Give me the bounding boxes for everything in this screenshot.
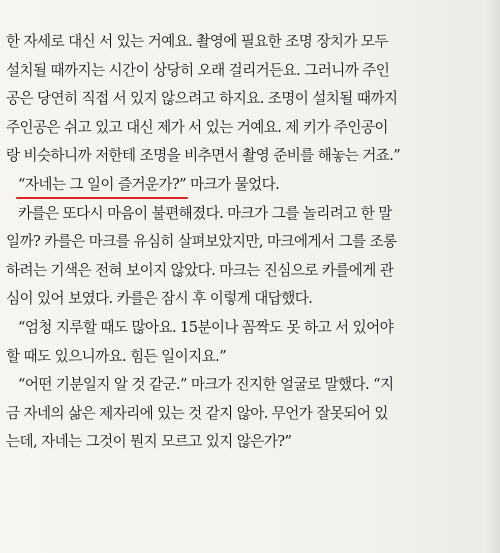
quote-attribution: 마크가 물었다. xyxy=(186,175,280,193)
text-line-with-underline xyxy=(6,171,498,200)
text-line: 하려는 기색은 전혀 보이지 않았다. 마크는 진심으로 카를에게 관 xyxy=(6,261,394,279)
text-line: 는데, 자네는 그것이 뭔지 모르고 있지 않은가?” xyxy=(6,433,292,451)
underlined-quote: “자네는 그 일이 즐거운가?” xyxy=(18,171,186,200)
text-line: “엄청 지루할 때도 많아요. 15분이나 꼼짝도 못 하고 서 있어야 xyxy=(18,318,394,336)
text-line: 주인공은 쉬고 있고 대신 제가 서 있는 거예요. 제 키가 주인공이 xyxy=(6,118,388,136)
text-line: 한 자세로 대신 서 있는 거예요. 촬영에 필요한 조명 장치가 모두 xyxy=(6,33,388,50)
text-line: 카를은 또다시 마음이 불편해졌다. 마크가 그를 놀리려고 한 말 xyxy=(18,204,392,222)
body-text xyxy=(6,28,498,457)
text-line: 설치될 때까지는 시간이 상당히 오래 걸리거든요. 그러니까 주인 xyxy=(6,61,390,79)
text-line: 할 때도 있으니까요. 힘든 일이지요.” xyxy=(6,347,227,365)
text-line: 일까? 카를은 마크를 유심히 살펴보았지만, 마크에게서 그를 조롱 xyxy=(6,233,397,251)
text-line: 공은 당연히 직접 서 있지 않으려고 하지요. 조명이 설치될 때까지 xyxy=(6,90,398,108)
text-line: 금 자네의 삶은 제자리에 있는 것 같지 않아. 무언가 잘못되어 있 xyxy=(6,404,388,422)
text-line: 랑 비슷하니까 저한테 조명을 비추면서 촬영 준비를 해놓는 거죠.” xyxy=(6,147,401,165)
text-line: “어떤 기분일지 알 것 같군.” 마크가 진지한 얼굴로 말했다. “지 xyxy=(18,376,394,394)
text-line: 심이 있어 보였다. 카를은 잠시 후 이렇게 대답했다. xyxy=(6,290,313,308)
